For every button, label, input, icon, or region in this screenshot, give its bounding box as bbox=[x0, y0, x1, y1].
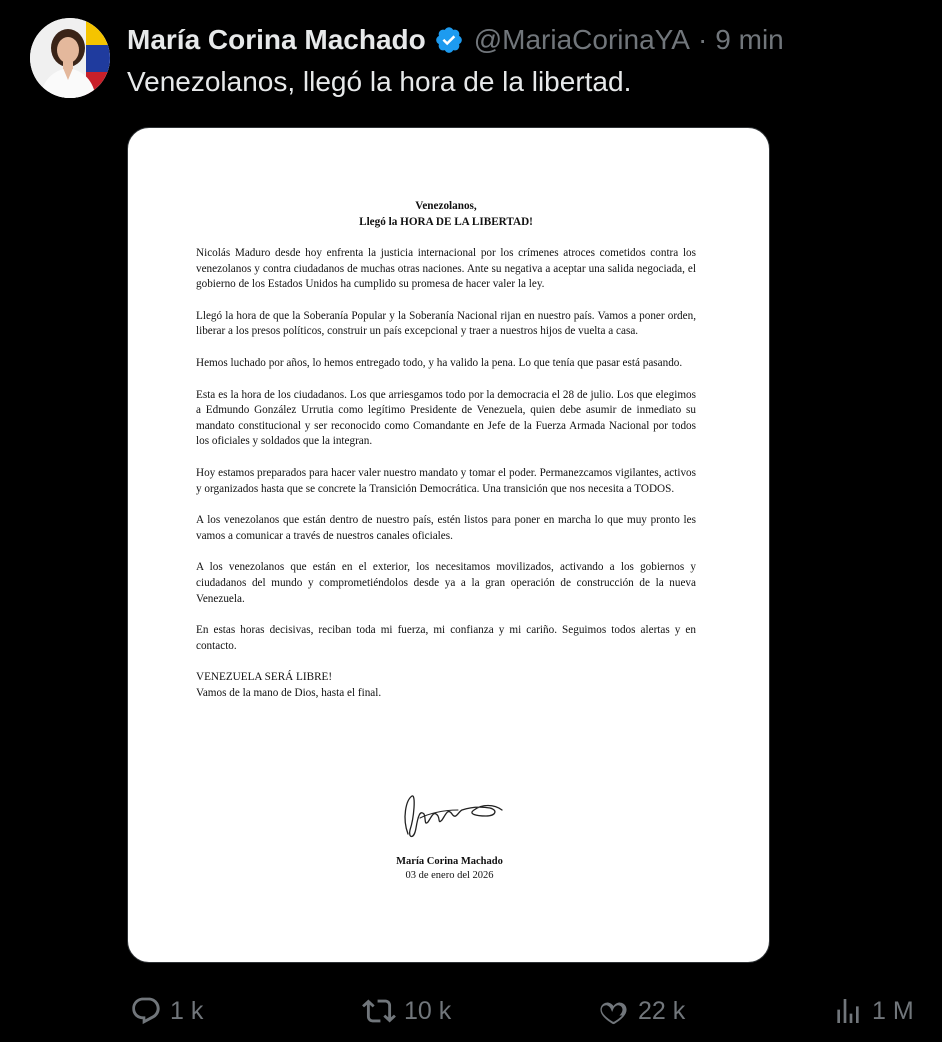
heart-icon bbox=[597, 995, 630, 1028]
letter-title-line1: Venezolanos, bbox=[415, 200, 477, 212]
reply-count: 1 k bbox=[170, 996, 204, 1025]
tweet-text: Venezolanos, llegó la hora de la libertad. bbox=[127, 66, 632, 97]
reply-button[interactable] bbox=[130, 990, 203, 1032]
like-button[interactable] bbox=[597, 990, 685, 1032]
timestamp[interactable]: 9 min bbox=[715, 24, 784, 55]
signature-name: María Corina Machado bbox=[396, 856, 503, 867]
letter-paragraph: Hoy estamos preparados para hacer valer nuestro mandato y tomar el poder. Permanezcamos vigilantes, activos y organizados hasta que se concrete la Transición Democrática. Una transición que nos necesita a TODOS. bbox=[196, 466, 696, 495]
tweet-header bbox=[127, 22, 784, 58]
letter-title-line2: Llegó la HORA DE LA LIBERTAD! bbox=[359, 216, 533, 228]
letter-document bbox=[196, 198, 696, 701]
closing-line1: VENEZUELA SERÁ LIBRE! bbox=[196, 671, 333, 684]
author-handle[interactable]: @MariaCorinaYA bbox=[473, 24, 690, 55]
letter-paragraph: A los venezolanos que están en el exterior, los necesitamos movilizados, activando a los gobiernos y ciudadanos del mundo y comprometiéndolos desde ya a la gran operación de construcción de la nueva Venezuela. bbox=[196, 561, 696, 605]
signature-date: 03 de enero del 2026 bbox=[405, 869, 494, 881]
author-name[interactable]: María Corina Machado bbox=[127, 24, 426, 55]
repost-button[interactable] bbox=[362, 990, 451, 1032]
repost-count: 10 k bbox=[404, 996, 452, 1025]
letter-paragraph: Hemos luchado por años, lo hemos entregado todo, y ha valido la pena. Lo que tenía que pasar está pasando. bbox=[196, 356, 683, 369]
letter-closing bbox=[196, 670, 696, 701]
repost-icon bbox=[362, 994, 396, 1028]
tweet-actions bbox=[0, 990, 942, 1032]
letter-paragraph: Llegó la hora de que la Soberanía Popular y la Soberanía Nacional rijan en nuestro país. Vamos a poner orden, liberar a los presos políticos, construir un país excepcional y traer a nuestros hijos de vuelta a casa. bbox=[196, 309, 696, 338]
letter-title bbox=[196, 198, 696, 230]
views-icon bbox=[832, 995, 864, 1027]
letter-paragraph: A los venezolanos que están dentro de nuestro país, estén listos para poner en marcha lo que muy pronto les vamos a comunicar a través de nuestros canales oficiales. bbox=[196, 514, 696, 542]
attached-letter-image[interactable] bbox=[127, 127, 770, 963]
verified-badge-icon[interactable] bbox=[434, 25, 464, 55]
like-count: 22 k bbox=[638, 996, 686, 1025]
views-button[interactable] bbox=[832, 990, 914, 1032]
views-count: 1 M bbox=[872, 996, 914, 1025]
letter-paragraph: En estas horas decisivas, reciban toda mi fuerza, mi confianza y mi cariño. Seguimos todos alertas y en contacto. bbox=[196, 624, 696, 652]
closing-line2: Vamos de la mano de Dios, hasta el final. bbox=[196, 686, 382, 699]
avatar[interactable] bbox=[30, 18, 110, 98]
letter-paragraph: Esta es la hora de los ciudadanos. Los que arriesgamos todo por la democracia el 28 de julio. Los que elegimos a Edmundo González Urrutia como legítimo Presidente de Venezuela, quien debe asumir de inmediato su mandato constitucional y ser reconocido como Comandante en Jefe de la Fuerza Armada Nacional por todos los oficiales y soldados que la integran. bbox=[196, 388, 696, 448]
separator-dot: · bbox=[697, 24, 708, 55]
signature-block bbox=[128, 855, 770, 882]
handwritten-signature bbox=[398, 788, 508, 849]
letter-paragraph: Nicolás Maduro desde hoy enfrenta la justicia internacional por los crímenes atroces cometidos contra los venezolanos y contra ciudadanos de muchas otras naciones. Ante su negativa a aceptar una salida negociada, el gobierno de los Estados Unidos ha cumplido su promesa de hacer valer la ley. bbox=[196, 247, 696, 291]
reply-icon bbox=[130, 995, 162, 1027]
